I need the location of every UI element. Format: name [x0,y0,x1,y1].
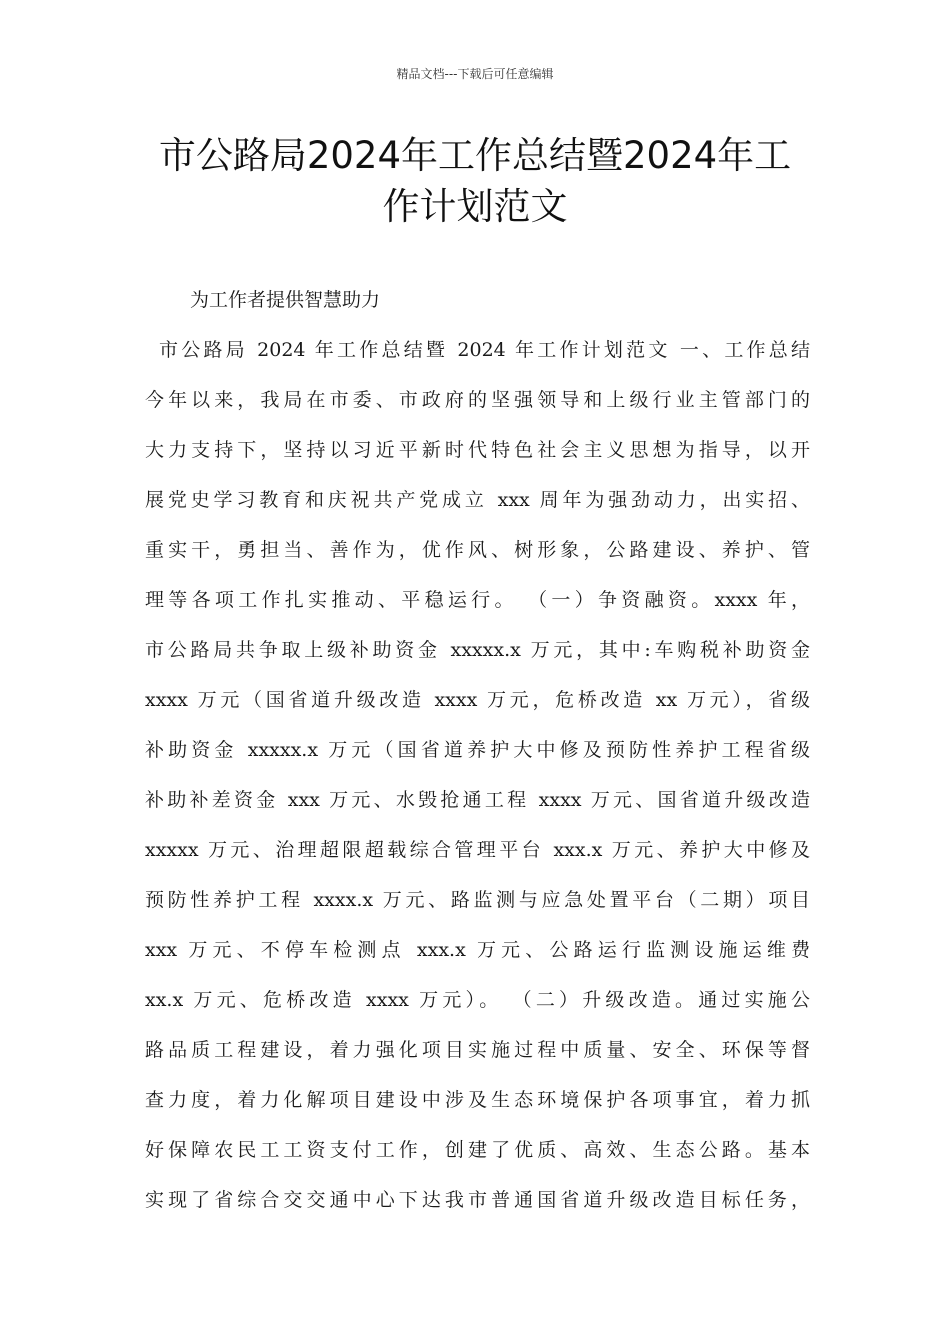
body-line-17: 好保障农民工工资支付工作，创建了优质、高效、生态公路。基本 [145,1139,810,1161]
document-body [145,283,810,1233]
body-line-16: 查力度，着力化解项目建设中涉及生态环境保护各项事宜，着力抓 [145,1089,810,1111]
body-line-8: xxxx 万元（国省道升级改造 xxxx 万元，危桥改造 xx 万元），省级 [145,689,810,711]
body-line-13: xxx 万元、不停车检测点 xxx.x 万元、公路运行监测设施运维费 [145,939,810,961]
body-line-9: 补助资金 xxxxx.x 万元（国省道养护大中修及预防性养护工程省级 [145,739,810,761]
body-line-5: 重实干，勇担当、善作为，优作风、树形象，公路建设、养护、管 [145,539,810,561]
tagline: 为工作者提供智慧助力 [190,289,381,311]
body-line-2: 今年以来，我局在市委、市政府的坚强领导和上级行业主管部门的 [145,389,810,411]
page-header-watermark: 精品文档---下载后可任意编辑 [396,67,554,81]
body-line-11: xxxxx 万元、治理超限超载综合管理平台 xxx.x 万元、养护大中修及 [145,839,810,861]
body-line-10: 补助补差资金 xxx 万元、水毁抢通工程 xxxx 万元、国省道升级改造 [145,789,810,811]
body-line-1: 市公路局 2024 年工作总结暨 2024 年工作计划范文 一、工作总结 [159,339,810,361]
document-title-line-2: 作计划范文 [382,185,568,228]
document-title-line-1: 市公路局2024年工作总结暨2024年工 [158,134,792,177]
body-line-15: 路品质工程建设，着力强化项目实施过程中质量、安全、环保等督 [145,1039,810,1061]
body-line-6: 理等各项工作扎实推动、平稳运行。 （一）争资融资。xxxx 年， [145,589,810,611]
body-line-3: 大力支持下，坚持以习近平新时代特色社会主义思想为指导，以开 [145,439,810,461]
body-line-7: 市公路局共争取上级补助资金 xxxxx.x 万元，其中:车购税补助资金 [145,639,810,661]
body-line-4: 展党史学习教育和庆祝共产党成立 xxx 周年为强劲动力，出实招、 [145,489,810,511]
document-title [120,130,830,232]
body-line-18: 实现了省综合交交通中心下达我市普通国省道升级改造目标任务， [145,1189,810,1211]
body-line-12: 预防性养护工程 xxxx.x 万元、路监测与应急处置平台（二期）项目 [145,889,810,911]
body-line-14: xx.x 万元、危桥改造 xxxx 万元）。 （二）升级改造。通过实施公 [145,989,810,1011]
